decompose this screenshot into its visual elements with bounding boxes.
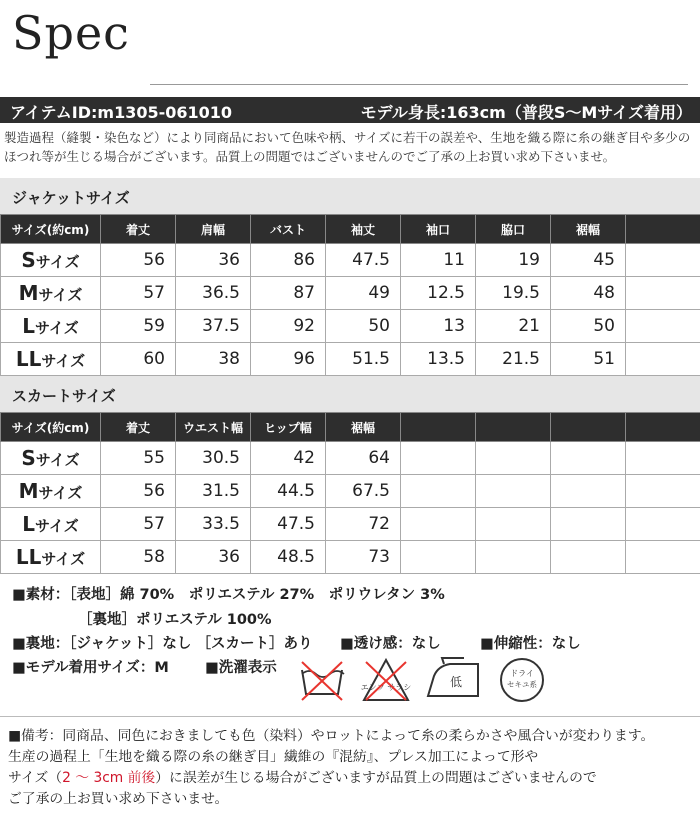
material-outer-label: ■素材：［表地］ xyxy=(12,587,120,603)
column-header xyxy=(626,413,700,442)
measurement-cell xyxy=(401,508,476,541)
measurement-cell: 48 xyxy=(551,277,626,310)
title-rule xyxy=(150,84,688,85)
measurement-cell xyxy=(551,442,626,475)
remarks-divider xyxy=(0,716,700,717)
remarks-line-3-post: ）に誤差が生じる場合がございますが品質上の問題はございませんので xyxy=(155,770,597,786)
measurement-cell: 72 xyxy=(326,508,401,541)
measurement-cell xyxy=(626,442,700,475)
table-header-row xyxy=(1,413,700,442)
size-label xyxy=(1,508,101,541)
table-row xyxy=(1,475,700,508)
wash-label: ■洗濯表示 xyxy=(205,660,277,676)
skirt-section-heading: スカートサイズ xyxy=(0,376,700,412)
dry-clean-icon xyxy=(496,654,548,706)
column-header xyxy=(401,413,476,442)
measurement-cell: 56 xyxy=(101,475,176,508)
measurement-cell xyxy=(626,508,700,541)
measurement-cell xyxy=(476,475,551,508)
item-id: アイテムID:m1305-061010 xyxy=(10,103,233,122)
size-suffix: サイズ xyxy=(38,286,83,304)
measurement-cell: 38 xyxy=(176,343,251,376)
material-lining xyxy=(78,608,286,629)
column-header xyxy=(626,215,700,244)
table-row xyxy=(1,442,700,475)
measurement-cell: 51 xyxy=(551,343,626,376)
table-row xyxy=(1,508,700,541)
no-bleach-icon xyxy=(360,654,412,706)
material-lining-value: ポリエステル 100% xyxy=(136,612,272,628)
column-header: サイズ(約cm) xyxy=(1,215,101,244)
remarks-block xyxy=(8,726,698,810)
size-label xyxy=(1,310,101,343)
measurement-cell: 21 xyxy=(476,310,551,343)
measurement-cell xyxy=(401,442,476,475)
jacket-size-table xyxy=(0,214,700,376)
measurement-cell: 50 xyxy=(326,310,401,343)
page-title: Spec xyxy=(12,6,130,60)
column-header: 着丈 xyxy=(101,215,176,244)
size-suffix: サイズ xyxy=(41,550,86,568)
measurement-cell: 92 xyxy=(251,310,326,343)
measurement-cell: 13.5 xyxy=(401,343,476,376)
measurement-cell: 64 xyxy=(326,442,401,475)
measurement-cell xyxy=(626,475,700,508)
dry-clean-top-label: ドライ xyxy=(510,669,534,678)
model-height: モデル身長:163cm（普段S〜Mサイズ着用） xyxy=(360,103,692,122)
measurement-cell xyxy=(626,277,700,310)
measurement-cell: 19.5 xyxy=(476,277,551,310)
remarks-line-4: ご了承の上お買い求め下さいませ。 xyxy=(8,791,229,807)
measurement-cell xyxy=(626,343,700,376)
measurement-cell: 47.5 xyxy=(326,244,401,277)
remarks-line-1: ■備考：同商品、同色におきましても色（染料）やロットによって糸の柔らかさや風合いが変わります。 xyxy=(8,728,655,744)
column-header: 裾幅 xyxy=(551,215,626,244)
measurement-cell: 36 xyxy=(176,541,251,574)
column-header xyxy=(476,413,551,442)
size-label xyxy=(1,442,101,475)
measurement-cell: 86 xyxy=(251,244,326,277)
measurement-cell: 31.5 xyxy=(176,475,251,508)
size-label xyxy=(1,541,101,574)
no-bleach-label: エンソ サラシ xyxy=(360,683,412,692)
stretch-info: ■伸縮性：なし xyxy=(480,636,581,652)
material-outer xyxy=(12,583,459,604)
size-label xyxy=(1,277,101,310)
size-code: S xyxy=(21,446,36,470)
column-header: 袖丈 xyxy=(326,215,401,244)
size-suffix: サイズ xyxy=(35,253,80,271)
remarks-line-3-pre: サイズ（ xyxy=(8,770,63,786)
measurement-cell: 37.5 xyxy=(176,310,251,343)
no-wash-icon xyxy=(296,654,348,706)
column-header: サイズ(約cm) xyxy=(1,413,101,442)
size-suffix: サイズ xyxy=(35,451,80,469)
measurement-cell: 56 xyxy=(101,244,176,277)
measurement-cell: 49 xyxy=(326,277,401,310)
measurement-cell: 12.5 xyxy=(401,277,476,310)
column-header: 袖口 xyxy=(401,215,476,244)
size-code: LL xyxy=(15,545,42,569)
table-row xyxy=(1,310,700,343)
remarks-line-2: 生産の過程上「生地を織る際の糸の継ぎ目」繊維の『混紡』、プレス加工によって形や xyxy=(8,749,539,765)
size-code: LL xyxy=(15,347,42,371)
measurement-cell xyxy=(401,475,476,508)
measurement-cell: 11 xyxy=(401,244,476,277)
measurement-cell xyxy=(401,541,476,574)
measurement-cell: 57 xyxy=(101,277,176,310)
measurement-cell: 87 xyxy=(251,277,326,310)
column-header: 脇口 xyxy=(476,215,551,244)
column-header: 着丈 xyxy=(101,413,176,442)
measurement-cell: 58 xyxy=(101,541,176,574)
size-code: S xyxy=(21,248,36,272)
lining-info: ■裏地：［ジャケット］なし ［スカート］あり xyxy=(12,636,313,652)
measurement-cell xyxy=(626,244,700,277)
column-header: バスト xyxy=(251,215,326,244)
measurement-cell: 60 xyxy=(101,343,176,376)
measurement-cell xyxy=(476,541,551,574)
size-label xyxy=(1,244,101,277)
measurement-cell: 30.5 xyxy=(176,442,251,475)
measurement-cell: 67.5 xyxy=(326,475,401,508)
size-suffix: サイズ xyxy=(38,484,83,502)
table-header-row xyxy=(1,215,700,244)
measurement-cell: 73 xyxy=(326,541,401,574)
iron-low-icon xyxy=(424,654,484,706)
size-suffix: サイズ xyxy=(34,517,79,535)
column-header xyxy=(551,413,626,442)
measurement-cell: 13 xyxy=(401,310,476,343)
measurement-cell xyxy=(551,475,626,508)
remarks-tolerance: 2 〜 3cm 前後 xyxy=(62,770,156,786)
size-suffix: サイズ xyxy=(34,319,79,337)
skirt-size-table xyxy=(0,412,700,574)
column-header: 肩幅 xyxy=(176,215,251,244)
size-label xyxy=(1,475,101,508)
table-row xyxy=(1,541,700,574)
size-code: L xyxy=(22,314,35,338)
size-code: L xyxy=(22,512,35,536)
measurement-cell: 48.5 xyxy=(251,541,326,574)
size-suffix: サイズ xyxy=(41,352,86,370)
jacket-section-heading: ジャケットサイズ xyxy=(0,178,700,214)
measurement-cell: 33.5 xyxy=(176,508,251,541)
measurement-cell xyxy=(476,442,551,475)
measurement-cell: 51.5 xyxy=(326,343,401,376)
measurement-cell: 50 xyxy=(551,310,626,343)
column-header: ヒップ幅 xyxy=(251,413,326,442)
measurement-cell: 36 xyxy=(176,244,251,277)
measurement-cell: 57 xyxy=(101,508,176,541)
size-code: M xyxy=(18,281,39,305)
material-lining-label: ［裏地］ xyxy=(78,612,136,628)
measurement-cell: 45 xyxy=(551,244,626,277)
column-header: ウエスト幅 xyxy=(176,413,251,442)
iron-low-label: 低 xyxy=(449,675,463,689)
size-code: M xyxy=(18,479,39,503)
measurement-cell: 21.5 xyxy=(476,343,551,376)
measurement-cell: 59 xyxy=(101,310,176,343)
measurement-cell: 36.5 xyxy=(176,277,251,310)
measurement-cell xyxy=(551,508,626,541)
measurement-cell: 44.5 xyxy=(251,475,326,508)
model-size-info: ■モデル着用サイズ：M xyxy=(12,660,169,676)
measurement-cell xyxy=(626,310,700,343)
table-row xyxy=(1,277,700,310)
measurement-cell xyxy=(476,508,551,541)
table-row xyxy=(1,244,700,277)
measurement-cell: 47.5 xyxy=(251,508,326,541)
size-label xyxy=(1,343,101,376)
measurement-cell: 96 xyxy=(251,343,326,376)
item-info-bar xyxy=(0,97,700,123)
column-header: 裾幅 xyxy=(326,413,401,442)
measurement-cell: 19 xyxy=(476,244,551,277)
dry-clean-bottom-label: セキユ系 xyxy=(507,680,537,689)
measurement-cell: 55 xyxy=(101,442,176,475)
measurement-cell: 42 xyxy=(251,442,326,475)
manufacturing-notice: 製造過程（縫製・染色など）により同商品において色味や柄、サイズに若干の誤差や、生地を織る際に糸の継ぎ目や多少のほつれ等が生じる場合がございます。品質上の問題ではございませんのでご了承の上お買い求め下さいませ。 xyxy=(4,130,691,164)
remarks-line-3 xyxy=(8,768,698,789)
measurement-cell xyxy=(551,541,626,574)
measurement-cell xyxy=(626,541,700,574)
table-row xyxy=(1,343,700,376)
material-outer-value: 綿 70% ポリエステル 27% ポリウレタン 3% xyxy=(119,587,445,603)
sheer-info: ■透け感：なし xyxy=(340,636,441,652)
